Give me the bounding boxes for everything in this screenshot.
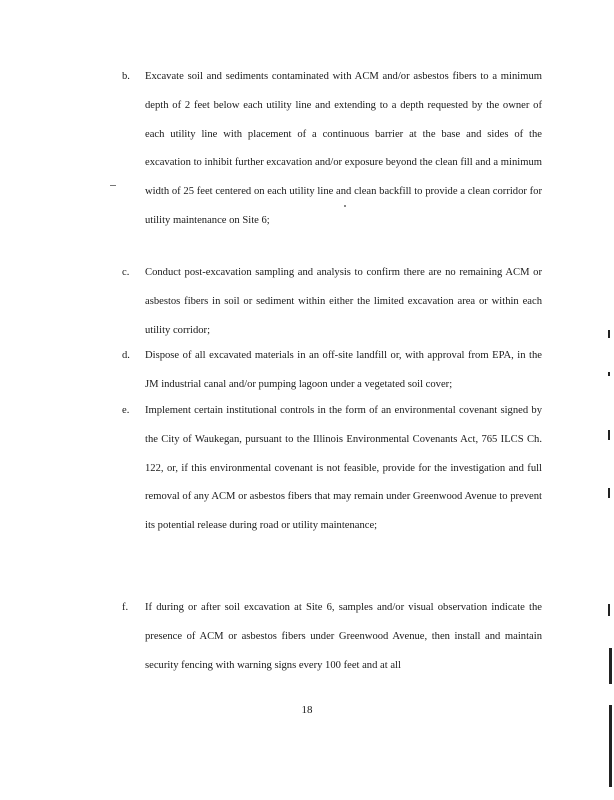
list-item-c [122, 259, 542, 345]
list-marker: d. [122, 350, 130, 361]
scan-edge-mark [609, 648, 612, 684]
scan-edge-mark [608, 604, 610, 616]
scan-artifact [344, 205, 346, 207]
list-marker: f. [122, 602, 129, 613]
list-item-text: Excavate soil and sediments contaminated with ACM and/or asbestos fibers to a minimum depth of 2 feet below each utility line and extending to a depth requested by the owner of each utility line with placement of a continuous barrier at the base and sides of the excavation to inhibit further excavation and/or exposure beyond the clean fill and a minimum width of 25 feet centered on each utility line and clean backfill to provide a clean corridor for utility maintenance on Site 6; [145, 71, 542, 226]
list-item-e [122, 397, 542, 541]
list-item-text: If during or after soil excavation at Site 6, samples and/or visual observation indicate the presence of ACM or asbestos fibers under Greenwood Avenue, then install and maintain security fencing with warning signs every 100 feet and at all [145, 602, 542, 671]
scan-edge-mark [609, 705, 612, 787]
scan-edge-mark [608, 330, 610, 338]
list-marker: e. [122, 405, 130, 416]
list-item-f [122, 594, 542, 680]
list-marker: c. [122, 267, 130, 278]
scan-edge-mark [608, 430, 610, 440]
list-item-text: Dispose of all excavated materials in an off-site landfill or, with approval from EPA, in the JM industrial canal and/or pumping lagoon under a vegetated soil cover; [145, 350, 542, 390]
list-item-d [122, 342, 542, 400]
list-item-b [122, 63, 542, 236]
list-marker: b. [122, 71, 130, 82]
scan-edge-mark [608, 372, 610, 376]
list-item-text: Conduct post-excavation sampling and analysis to confirm there are no remaining ACM or asbestos fibers in soil or sediment within either the limited excavation area or within each utility corridor; [145, 267, 542, 336]
page-number: 18 [301, 704, 313, 716]
scan-edge-mark [608, 488, 610, 498]
list-item-text: Implement certain institutional controls in the form of an environmental covenant signed by the City of Waukegan, pursuant to the Illinois Environmental Covenants Act, 765 ILCS Ch. 122, or, if this environmental covenant is not feasible, provide for the investigation and full removal of any ACM or asbestos fibers that may remain under Greenwood Avenue to prevent its potential release during road or utility maintenance; [145, 405, 542, 532]
scan-artifact [110, 185, 116, 186]
